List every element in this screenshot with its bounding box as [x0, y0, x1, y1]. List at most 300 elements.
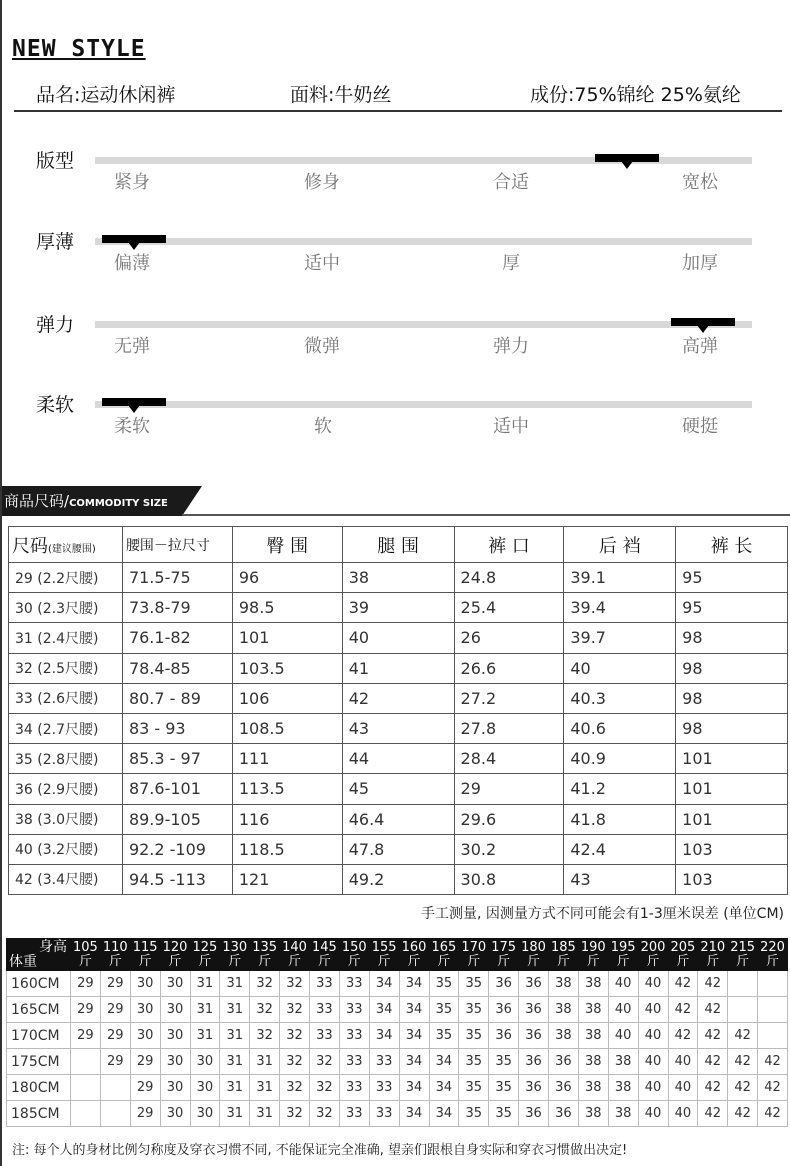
hw-weight-value: 195	[610, 939, 636, 955]
hw-row	[7, 971, 788, 997]
hw-size-cell: 38	[608, 1049, 638, 1075]
hw-size-cell: 30	[130, 997, 160, 1023]
product-name: 品名:运动休闲裤	[36, 84, 176, 106]
hw-size-cell: 42	[668, 997, 698, 1023]
property-track	[95, 238, 752, 245]
size-cell: 42 (3.4尺腰)	[9, 864, 123, 894]
property-option: 硬挺	[682, 416, 718, 437]
size-cell: 30 (2.3尺腰)	[9, 593, 123, 623]
hw-size-cell: 30	[130, 971, 160, 997]
hw-weight-unit: 斤	[258, 953, 272, 969]
property-option: 软	[314, 416, 332, 437]
hw-size-cell: 30	[190, 1075, 220, 1101]
hw-size-cell: 36	[519, 1075, 549, 1101]
size-cell: 49.2	[342, 864, 454, 894]
hw-weight-unit: 斤	[317, 953, 331, 969]
hw-weight-unit: 斤	[706, 953, 720, 969]
hw-size-cell: 33	[339, 997, 369, 1023]
hw-size-cell: 31	[220, 1023, 250, 1049]
hw-size-cell: 42	[758, 1075, 788, 1101]
hw-size-cell: 36	[549, 1075, 579, 1101]
hw-weight-unit: 斤	[108, 953, 122, 969]
hw-weight-unit: 斤	[766, 953, 780, 969]
hw-size-cell: 35	[489, 1049, 519, 1075]
property-option: 柔软	[114, 416, 150, 437]
property-elasticity	[2, 314, 790, 398]
hw-weight-value: 215	[730, 939, 756, 955]
size-cell: 45	[342, 774, 454, 804]
header-length: 裤 长	[676, 527, 788, 563]
hw-size-cell: 35	[459, 1049, 489, 1075]
hw-size-cell: 29	[130, 1101, 160, 1127]
hw-size-cell: 34	[369, 1023, 399, 1049]
hw-size-cell: 40	[668, 1049, 698, 1075]
size-row	[9, 864, 788, 894]
property-option: 无弹	[114, 336, 150, 357]
size-cell: 47.8	[342, 834, 454, 864]
size-cell: 31 (2.4尺腰)	[9, 623, 123, 653]
hw-weight-value: 145	[312, 939, 337, 955]
hw-size-cell	[71, 1101, 101, 1127]
hw-size-cell: 35	[459, 1075, 489, 1101]
size-cell: 24.8	[454, 563, 564, 593]
footer-note: 注: 每个人的身材比例匀称度及穿衣习惯不同, 不能保证完全准确, 望亲们跟根自身实际和穿衣习惯做出决定!	[12, 1143, 628, 1158]
hw-weight-value: 190	[580, 939, 606, 955]
size-cell: 39.1	[564, 563, 676, 593]
hw-size-cell: 42	[668, 1023, 698, 1049]
size-cell: 36 (2.9尺腰)	[9, 774, 123, 804]
hw-weight-header	[429, 939, 459, 971]
size-cell: 118.5	[232, 834, 342, 864]
hw-size-cell: 33	[369, 1049, 399, 1075]
hw-size-cell: 42	[698, 1101, 728, 1127]
hw-size-cell: 32	[310, 1101, 340, 1127]
size-row	[9, 744, 788, 774]
size-row	[9, 563, 788, 593]
hw-size-cell: 35	[459, 1101, 489, 1127]
hw-weight-unit: 斤	[556, 953, 570, 969]
hw-size-cell: 30	[160, 1023, 190, 1049]
size-cell: 38	[342, 563, 454, 593]
hw-weight-unit: 斤	[527, 953, 541, 969]
size-cell: 108.5	[232, 713, 342, 743]
hw-size-cell: 30	[190, 1101, 220, 1127]
hw-row	[7, 1101, 788, 1127]
height-weight-table	[6, 938, 788, 1127]
size-row	[9, 713, 788, 743]
size-cell: 46.4	[342, 804, 454, 834]
hw-size-cell: 33	[310, 1023, 340, 1049]
size-cell: 35 (2.8尺腰)	[9, 744, 123, 774]
hw-weight-unit: 斤	[198, 953, 212, 969]
hw-size-cell: 33	[310, 997, 340, 1023]
size-cell: 73.8-79	[122, 593, 232, 623]
property-marker	[102, 235, 166, 243]
size-cell: 96	[232, 563, 342, 593]
hw-size-cell: 42	[728, 1049, 758, 1075]
size-cell: 29.6	[454, 804, 564, 834]
hw-size-cell: 31	[190, 971, 220, 997]
hw-size-cell: 34	[429, 1075, 459, 1101]
property-option: 高弹	[682, 336, 718, 357]
hw-size-cell: 35	[429, 1023, 459, 1049]
header-leg-opening: 裤 口	[454, 527, 564, 563]
size-row	[9, 683, 788, 713]
hw-weight-header	[369, 939, 399, 971]
size-row	[9, 593, 788, 623]
page-title: NEW STYLE	[12, 36, 146, 62]
hw-size-cell: 42	[728, 1101, 758, 1127]
size-cell: 40	[342, 623, 454, 653]
hw-size-cell: 29	[100, 1023, 130, 1049]
hw-weight-header	[100, 939, 130, 971]
size-table-body	[9, 563, 788, 895]
hw-size-cell: 40	[638, 1023, 668, 1049]
size-cell: 101	[232, 623, 342, 653]
hw-size-cell	[758, 971, 788, 997]
hw-weight-header	[668, 939, 698, 971]
size-cell: 40	[564, 653, 676, 683]
hw-size-cell: 38	[578, 971, 608, 997]
hw-size-cell: 34	[429, 1101, 459, 1127]
hw-weight-header	[459, 939, 489, 971]
hw-size-cell: 38	[549, 971, 579, 997]
hw-size-cell: 31	[250, 1075, 280, 1101]
size-cell: 26.6	[454, 653, 564, 683]
size-cell: 28.4	[454, 744, 564, 774]
size-section-bar	[2, 486, 790, 516]
size-cell: 111	[232, 744, 342, 774]
hw-weight-header	[608, 939, 638, 971]
hw-size-cell: 33	[339, 1075, 369, 1101]
property-label: 版型	[36, 150, 75, 172]
hw-weight-value: 105	[73, 939, 98, 955]
hw-size-cell: 38	[549, 1023, 579, 1049]
hw-size-cell: 42	[728, 1023, 758, 1049]
hw-weight-unit: 斤	[138, 953, 152, 969]
hw-size-cell: 35	[459, 971, 489, 997]
hw-size-cell: 32	[280, 971, 310, 997]
size-cell: 29	[454, 774, 564, 804]
property-marker	[671, 318, 735, 326]
hw-size-cell: 31	[220, 1075, 250, 1101]
property-marker	[102, 398, 166, 406]
hw-weight-value: 160	[401, 939, 427, 955]
size-cell: 106	[232, 683, 342, 713]
hw-size-cell: 29	[100, 997, 130, 1023]
size-cell: 78.4-85	[122, 653, 232, 683]
size-cell: 121	[232, 864, 342, 894]
hw-size-cell: 31	[190, 997, 220, 1023]
hw-weight-value: 210	[700, 939, 726, 955]
property-label: 厚薄	[36, 231, 75, 253]
hw-weight-header	[250, 939, 280, 971]
hw-weight-value: 140	[282, 939, 307, 955]
hw-size-cell: 40	[638, 997, 668, 1023]
size-cell: 32 (2.5尺腰)	[9, 653, 123, 683]
hw-size-cell: 36	[519, 1101, 549, 1127]
hw-size-cell: 31	[190, 1023, 220, 1049]
hw-size-cell: 29	[71, 1023, 101, 1049]
hw-height-label: 185CM	[7, 1101, 71, 1127]
hw-size-cell: 36	[519, 971, 549, 997]
hw-size-cell: 42	[758, 1101, 788, 1127]
size-cell: 101	[676, 804, 788, 834]
size-cell: 43	[342, 713, 454, 743]
size-cell: 98	[676, 653, 788, 683]
hw-weight-value: 165	[431, 939, 457, 955]
hw-size-cell: 40	[638, 1075, 668, 1101]
hw-size-cell: 42	[758, 1049, 788, 1075]
property-track	[95, 401, 752, 408]
hw-size-cell: 40	[638, 1049, 668, 1075]
size-cell: 89.9-105	[122, 804, 232, 834]
hw-size-cell: 35	[429, 971, 459, 997]
hw-table-header	[7, 939, 788, 971]
hw-weight-value: 200	[640, 939, 666, 955]
hw-size-cell: 42	[668, 971, 698, 997]
size-cell: 33 (2.6尺腰)	[9, 683, 123, 713]
hw-size-cell: 32	[280, 1049, 310, 1075]
hw-size-cell: 34	[399, 1101, 429, 1127]
hw-weight-header	[130, 939, 160, 971]
hw-corner-weight: 体重	[9, 954, 37, 970]
hw-row	[7, 997, 788, 1023]
hw-weight-header	[399, 939, 429, 971]
hw-size-cell: 36	[489, 997, 519, 1023]
size-row	[9, 774, 788, 804]
size-cell: 116	[232, 804, 342, 834]
size-cell: 85.3 - 97	[122, 744, 232, 774]
hw-size-cell: 38	[608, 1075, 638, 1101]
property-option: 加厚	[682, 253, 718, 274]
size-cell: 103.5	[232, 653, 342, 683]
size-cell: 29 (2.2尺腰)	[9, 563, 123, 593]
hw-size-cell: 36	[489, 1023, 519, 1049]
hw-weight-header	[549, 939, 579, 971]
size-cell: 80.7 - 89	[122, 683, 232, 713]
hw-size-cell: 31	[250, 1049, 280, 1075]
hw-size-cell: 32	[280, 1075, 310, 1101]
property-thickness	[2, 231, 790, 315]
size-section-title-en: COMMODITY SIZE	[69, 498, 168, 509]
hw-height-label: 170CM	[7, 1023, 71, 1049]
property-option: 偏薄	[114, 253, 150, 274]
hw-size-cell: 29	[100, 971, 130, 997]
size-cell: 71.5-75	[122, 563, 232, 593]
size-cell: 92.2 -109	[122, 834, 232, 864]
hw-size-cell: 36	[519, 1023, 549, 1049]
hw-weight-header	[519, 939, 549, 971]
hw-size-cell: 32	[250, 997, 280, 1023]
header-back-rise: 后 裆	[564, 527, 676, 563]
hw-row	[7, 1075, 788, 1101]
hw-size-cell: 29	[100, 1049, 130, 1075]
fabric-info: 面料:牛奶丝	[290, 84, 392, 106]
hw-size-cell: 35	[489, 1075, 519, 1101]
hw-size-cell: 42	[728, 1075, 758, 1101]
hw-size-cell: 32	[310, 1049, 340, 1075]
size-cell: 41.8	[564, 804, 676, 834]
hw-size-cell: 34	[399, 1049, 429, 1075]
size-cell: 39	[342, 593, 454, 623]
hw-size-cell: 34	[399, 1075, 429, 1101]
property-option: 适中	[304, 253, 340, 274]
hw-height-label: 160CM	[7, 971, 71, 997]
hw-size-cell: 38	[578, 1023, 608, 1049]
hw-size-cell: 40	[608, 1023, 638, 1049]
hw-size-cell: 33	[339, 1023, 369, 1049]
hw-size-cell: 40	[638, 971, 668, 997]
hw-size-cell: 40	[608, 997, 638, 1023]
hw-size-cell: 42	[698, 1075, 728, 1101]
property-option: 修身	[304, 172, 340, 193]
property-option: 紧身	[114, 172, 150, 193]
hw-weight-unit: 斤	[377, 953, 391, 969]
hw-weight-value: 120	[162, 939, 188, 955]
hw-weight-value: 125	[192, 939, 218, 955]
size-cell: 40.6	[564, 713, 676, 743]
size-section-title-cn: 商品尺码/	[4, 492, 70, 510]
hw-weight-header	[71, 939, 101, 971]
size-cell: 27.8	[454, 713, 564, 743]
hw-size-cell: 34	[429, 1049, 459, 1075]
hw-size-cell: 30	[160, 1101, 190, 1127]
hw-size-cell: 32	[280, 1101, 310, 1127]
hw-size-cell: 35	[429, 997, 459, 1023]
hw-weight-unit: 斤	[586, 953, 600, 969]
hw-size-cell: 32	[280, 1023, 310, 1049]
hw-weight-value: 150	[341, 939, 367, 955]
property-option: 适中	[493, 416, 529, 437]
hw-weight-unit: 斤	[616, 953, 630, 969]
hw-size-cell: 33	[339, 1101, 369, 1127]
hw-weight-header	[280, 939, 310, 971]
property-option: 弹力	[493, 336, 529, 357]
hw-size-cell: 31	[220, 1101, 250, 1127]
hw-size-cell: 32	[310, 1075, 340, 1101]
hw-weight-header	[489, 939, 519, 971]
hw-weight-value: 115	[132, 939, 158, 955]
size-cell: 95	[676, 563, 788, 593]
hw-size-cell: 42	[698, 1049, 728, 1075]
hw-weight-value: 205	[670, 939, 696, 955]
hw-table-body	[7, 971, 788, 1127]
size-cell: 76.1-82	[122, 623, 232, 653]
property-option: 合适	[493, 172, 529, 193]
hw-corner	[7, 939, 71, 971]
hw-weight-value: 170	[461, 939, 487, 955]
hw-weight-unit: 斤	[437, 953, 451, 969]
property-option: 微弹	[304, 336, 340, 357]
header-size-label: 尺码	[12, 535, 48, 557]
size-cell: 39.7	[564, 623, 676, 653]
size-cell: 27.2	[454, 683, 564, 713]
hw-weight-value: 130	[222, 939, 248, 955]
size-cell: 101	[676, 774, 788, 804]
hw-weight-unit: 斤	[347, 953, 361, 969]
hw-weight-value: 175	[491, 939, 517, 955]
size-cell: 30.2	[454, 834, 564, 864]
hw-weight-unit: 斤	[646, 953, 660, 969]
hw-size-cell: 40	[608, 971, 638, 997]
size-cell: 39.4	[564, 593, 676, 623]
hw-weight-header	[220, 939, 250, 971]
hw-size-cell: 36	[549, 1049, 579, 1075]
size-table	[8, 526, 788, 895]
hw-size-cell: 30	[130, 1023, 160, 1049]
hw-size-cell: 33	[339, 971, 369, 997]
size-table-header	[9, 527, 788, 563]
hw-size-cell: 29	[71, 971, 101, 997]
hw-size-cell: 38	[549, 997, 579, 1023]
size-cell: 95	[676, 593, 788, 623]
hw-size-cell: 38	[578, 997, 608, 1023]
property-label: 弹力	[36, 314, 75, 336]
size-cell: 113.5	[232, 774, 342, 804]
hw-weight-header	[758, 939, 788, 971]
hw-height-label: 180CM	[7, 1075, 71, 1101]
hw-height-label: 165CM	[7, 997, 71, 1023]
hw-weight-header	[190, 939, 220, 971]
size-cell: 94.5 -113	[122, 864, 232, 894]
hw-size-cell	[758, 997, 788, 1023]
hw-weight-header	[638, 939, 668, 971]
hw-weight-unit: 斤	[467, 953, 481, 969]
hw-size-cell: 35	[489, 1101, 519, 1127]
hw-weight-unit: 斤	[676, 953, 690, 969]
hw-weight-value: 220	[760, 939, 785, 955]
hw-size-cell: 31	[220, 1049, 250, 1075]
hw-size-cell: 38	[578, 1075, 608, 1101]
property-label: 柔软	[36, 394, 75, 416]
hw-size-cell: 33	[369, 1101, 399, 1127]
hw-size-cell: 36	[549, 1101, 579, 1127]
hw-size-cell: 36	[489, 971, 519, 997]
hw-weight-header	[339, 939, 369, 971]
header-size	[9, 527, 123, 563]
property-fit	[2, 150, 790, 234]
hw-weight-value: 135	[252, 939, 278, 955]
size-row	[9, 653, 788, 683]
hw-size-cell	[758, 1023, 788, 1049]
size-section-title	[4, 490, 168, 511]
hw-size-cell: 34	[399, 971, 429, 997]
hw-size-cell: 34	[399, 997, 429, 1023]
hw-size-cell: 30	[160, 997, 190, 1023]
hw-size-cell: 33	[310, 971, 340, 997]
hw-corner-height: 身高	[39, 939, 67, 955]
size-cell: 34 (2.7尺腰)	[9, 713, 123, 743]
hw-size-cell: 36	[519, 997, 549, 1023]
hw-weight-value: 155	[371, 939, 397, 955]
size-cell: 42.4	[564, 834, 676, 864]
size-cell: 26	[454, 623, 564, 653]
property-softness	[2, 394, 790, 478]
hw-size-cell: 33	[369, 1075, 399, 1101]
size-cell: 44	[342, 744, 454, 774]
hw-size-cell: 40	[668, 1075, 698, 1101]
size-cell: 25.4	[454, 593, 564, 623]
hw-weight-unit: 斤	[78, 953, 92, 969]
hw-weight-header	[160, 939, 190, 971]
hw-weight-value: 180	[521, 939, 546, 955]
size-cell: 38 (3.0尺腰)	[9, 804, 123, 834]
size-cell: 101	[676, 744, 788, 774]
property-track	[95, 321, 752, 328]
hw-weight-header	[578, 939, 608, 971]
hw-weight-unit: 斤	[736, 953, 750, 969]
